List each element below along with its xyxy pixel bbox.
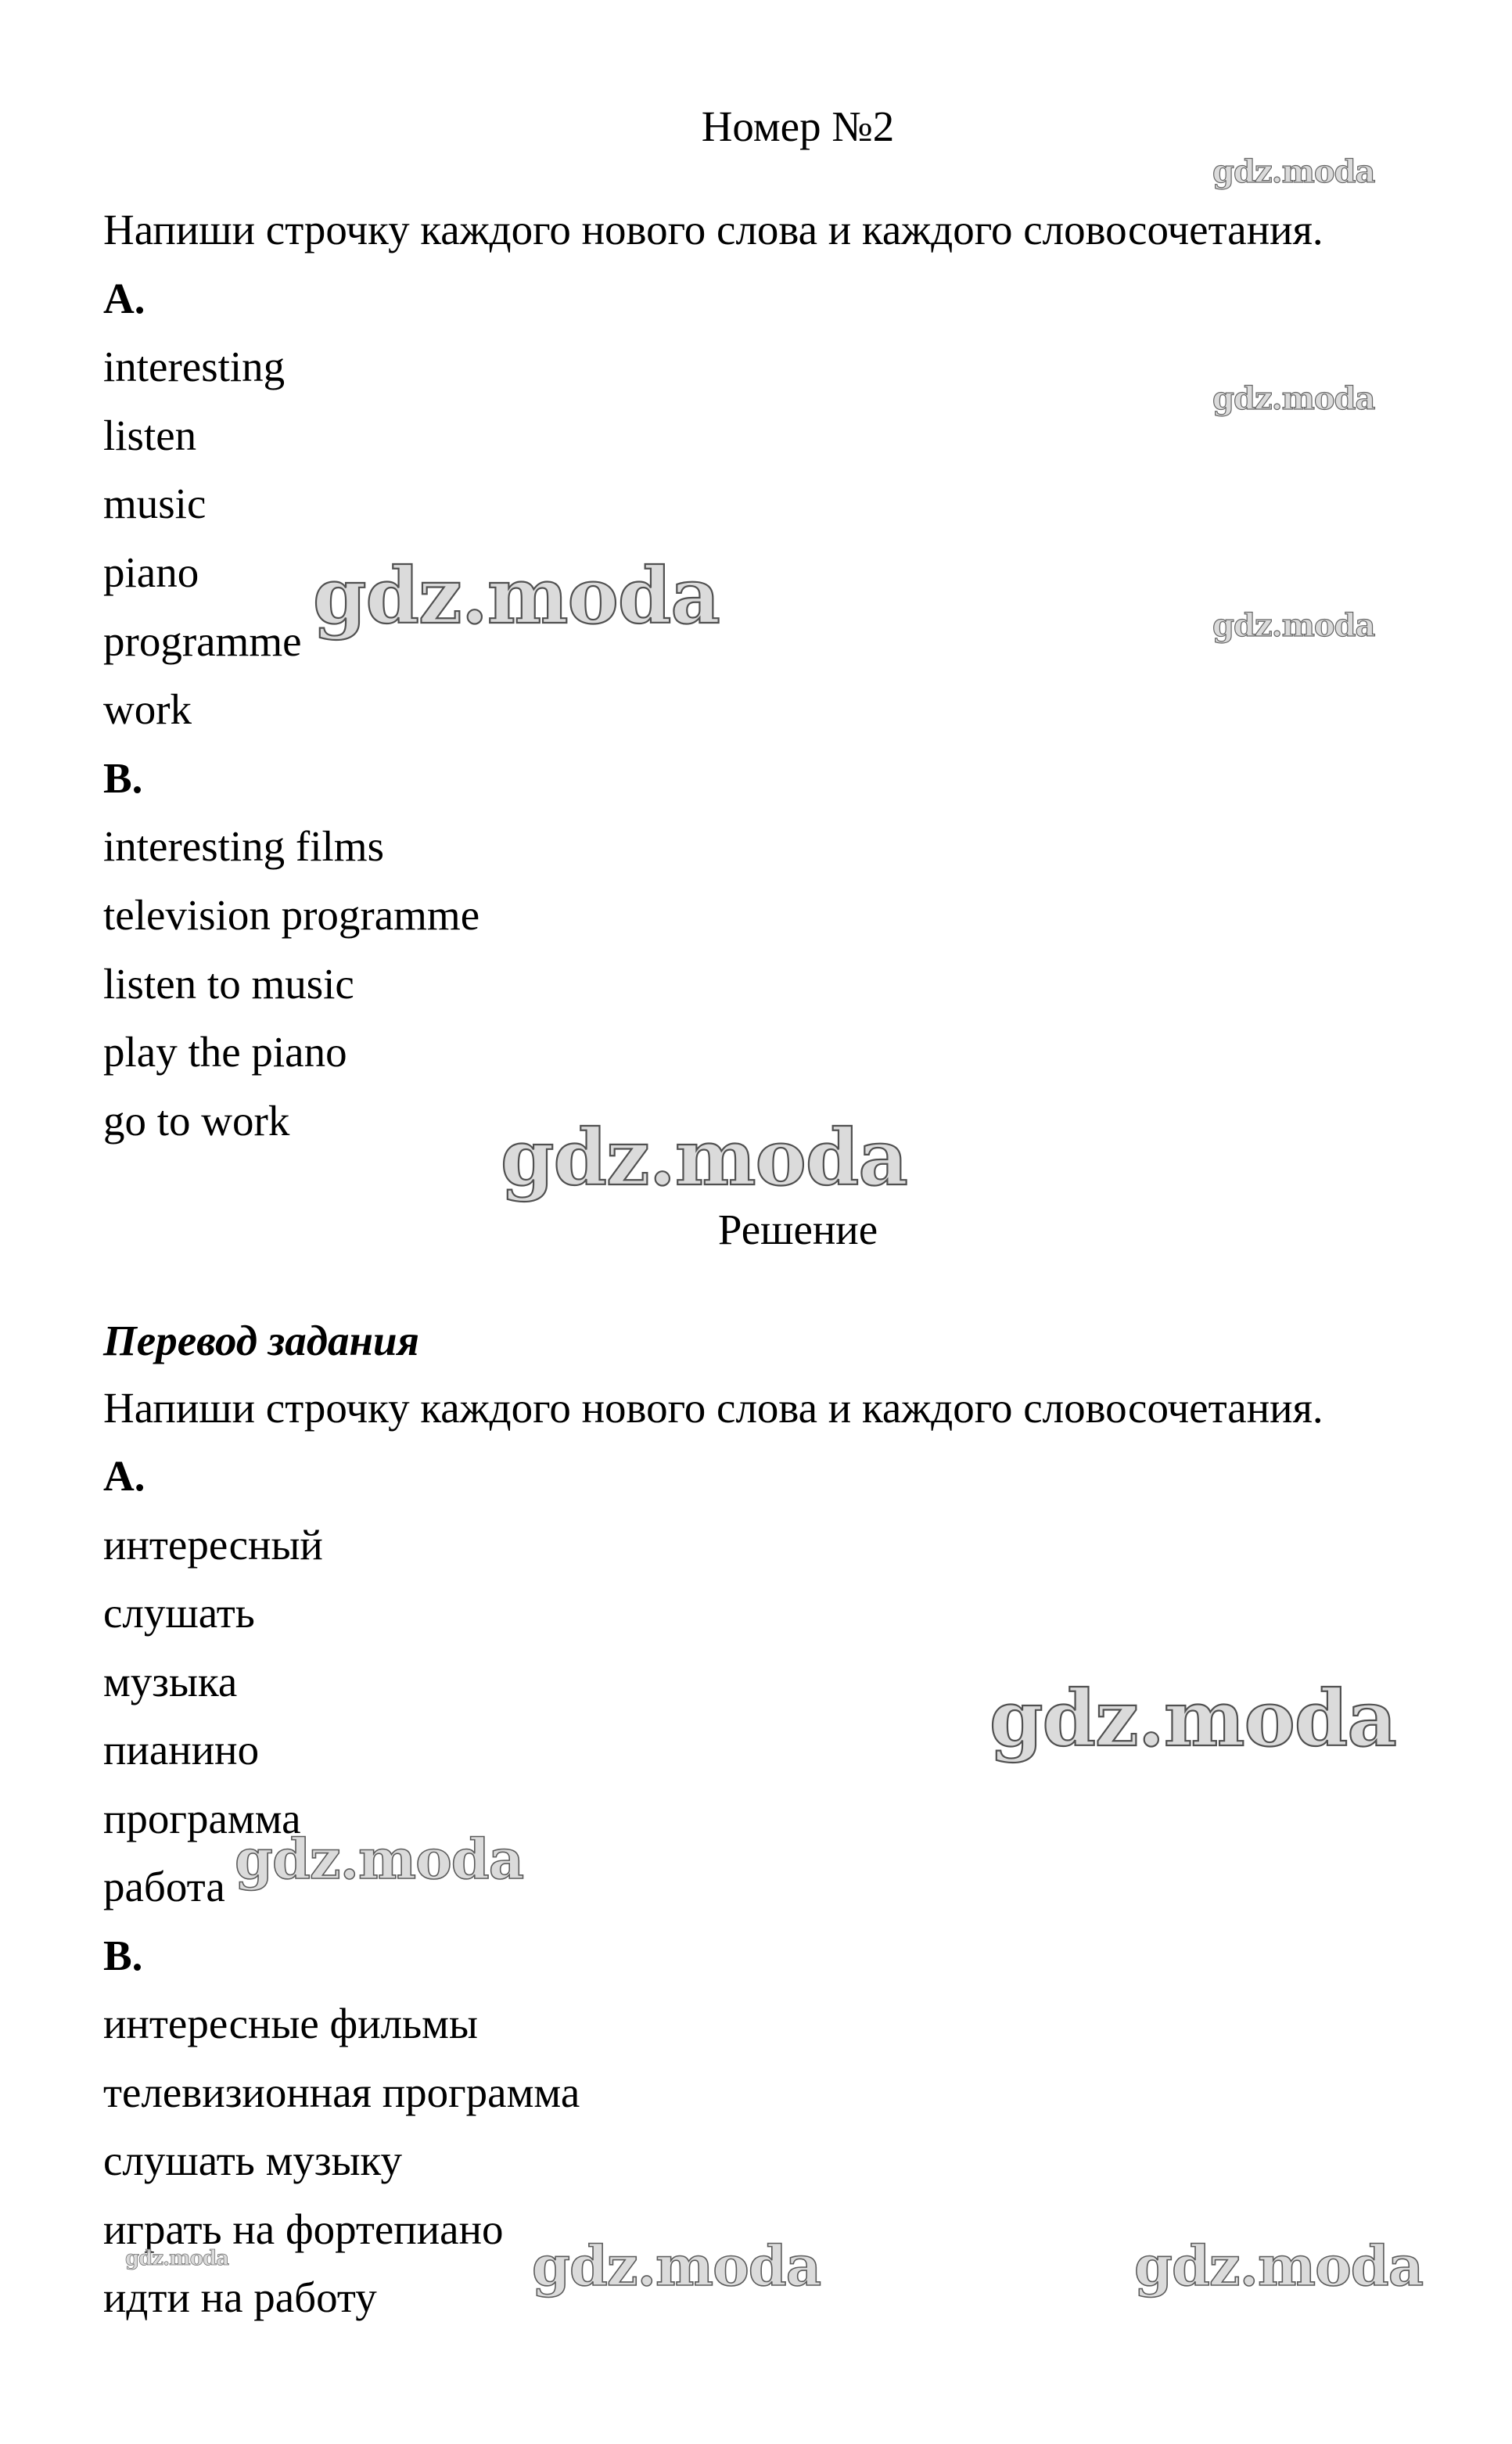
list-item: пианино bbox=[103, 1726, 260, 1774]
list-item: listen to music bbox=[103, 960, 354, 1008]
list-item: television programme bbox=[103, 891, 480, 939]
solution-section-b-label: B. bbox=[103, 1932, 143, 1979]
page-title: Номер №2 bbox=[701, 102, 895, 150]
solution-section-a-label: A. bbox=[103, 1452, 145, 1500]
list-item: play the piano bbox=[103, 1028, 347, 1076]
list-item: слушать bbox=[103, 1589, 255, 1637]
watermark: gdz.moda bbox=[1212, 380, 1375, 417]
list-item: listen bbox=[103, 412, 197, 459]
translation-subtitle: Перевод задания bbox=[103, 1317, 419, 1364]
list-item: музыка bbox=[103, 1658, 238, 1705]
list-item: программа bbox=[103, 1795, 301, 1842]
solution-instruction: Напиши строчку каждого нового слова и каждого словосочетания. bbox=[103, 1384, 1323, 1432]
list-item: работа bbox=[103, 1863, 225, 1910]
list-item: piano bbox=[103, 548, 199, 596]
watermark: gdz.moda bbox=[235, 1827, 524, 1892]
list-item: work bbox=[103, 685, 192, 733]
watermark: gdz.moda bbox=[1212, 607, 1375, 644]
section-b-label: B. bbox=[103, 754, 143, 802]
list-item: go to work bbox=[103, 1097, 290, 1145]
task-instruction: Напиши строчку каждого нового слова и каждого словосочетания. bbox=[103, 206, 1323, 253]
watermark: gdz.moda bbox=[313, 552, 720, 642]
list-item: interesting bbox=[103, 343, 286, 390]
list-item: интересный bbox=[103, 1521, 323, 1569]
watermark: gdz.moda bbox=[989, 1674, 1396, 1764]
list-item: music bbox=[103, 480, 207, 527]
list-item: идти на работу bbox=[103, 2273, 377, 2321]
list-item: слушать музыку bbox=[103, 2137, 402, 2184]
solution-heading: Решение bbox=[717, 1206, 878, 1253]
watermark: gdz.moda bbox=[1212, 153, 1375, 190]
watermark: gdz.moda bbox=[501, 1113, 907, 1203]
list-item: интересные фильмы bbox=[103, 2000, 478, 2047]
list-item: играть на фортепиано bbox=[103, 2205, 504, 2253]
watermark: gdz.moda bbox=[532, 2234, 821, 2298]
list-item: телевизионная программа bbox=[103, 2068, 580, 2116]
list-item: interesting films bbox=[103, 822, 384, 870]
watermark: gdz.moda bbox=[1134, 2234, 1424, 2298]
watermark: gdz.moda bbox=[125, 2247, 229, 2270]
section-a-label: A. bbox=[103, 275, 145, 322]
list-item: programme bbox=[103, 617, 302, 665]
